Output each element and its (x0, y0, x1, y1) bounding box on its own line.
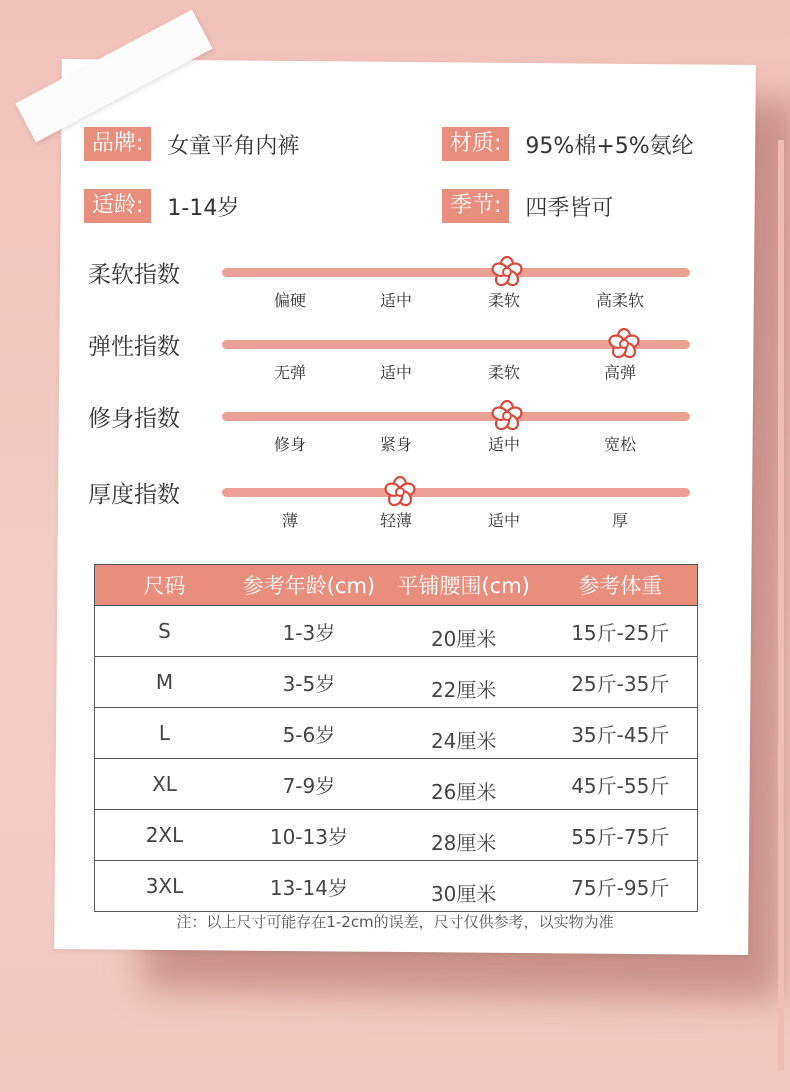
table-row (95, 606, 698, 657)
cell-age: 13-14岁 (234, 861, 384, 912)
index-tick-label: 适中 (487, 435, 521, 454)
material-row (442, 127, 694, 161)
index-tick-label: 紧身 (379, 435, 413, 454)
header-size: 尺码 (95, 565, 235, 606)
index-slider (88, 256, 698, 326)
index-slider (88, 328, 698, 398)
index-title: 厚度指数 (88, 482, 180, 508)
disclaimer-note: 注：以上尺寸可能存在1-2cm的误差，尺寸仅供参考，以实物为准 (176, 913, 614, 931)
table-row (95, 759, 698, 810)
cell-waist: 24厘米 (384, 708, 544, 759)
cell-size: M (95, 657, 235, 708)
flower-icon (491, 256, 523, 288)
index-tick-label: 适中 (379, 363, 413, 382)
cell-weight: 55斤-75斤 (544, 810, 698, 861)
index-track (222, 268, 690, 277)
index-tick-label: 高弹 (603, 363, 637, 382)
index-tick-label: 适中 (487, 511, 521, 530)
cell-size: 2XL (95, 810, 235, 861)
index-tick-label: 薄 (281, 511, 299, 530)
index-tick-label: 柔软 (487, 363, 521, 382)
index-tick-label: 无弹 (273, 363, 307, 382)
index-track (222, 340, 690, 349)
flower-icon (608, 328, 640, 360)
index-title: 柔软指数 (88, 262, 180, 288)
cell-waist: 30厘米 (384, 861, 544, 912)
header-weight: 参考体重 (544, 565, 698, 606)
brand-row (84, 127, 299, 161)
cell-weight: 25斤-35斤 (544, 657, 698, 708)
index-title: 弹性指数 (88, 334, 180, 360)
cell-waist: 20厘米 (384, 606, 544, 657)
table-row (95, 657, 698, 708)
index-tick-label: 适中 (379, 291, 413, 310)
index-tick-label: 修身 (273, 435, 307, 454)
index-slider (88, 476, 698, 546)
cell-size: 3XL (95, 861, 235, 912)
table-row (95, 708, 698, 759)
cell-weight: 35斤-45斤 (544, 708, 698, 759)
age-row (84, 189, 239, 223)
cell-size: XL (95, 759, 235, 810)
header-age: 参考年龄(cm) (234, 565, 384, 606)
index-tick-label: 厚 (611, 511, 629, 530)
cell-weight: 45斤-55斤 (544, 759, 698, 810)
season-label: 季节: (442, 189, 509, 223)
table-row (95, 810, 698, 861)
material-value: 95%棉+5%氨纶 (525, 133, 694, 159)
material-label: 材质: (442, 127, 509, 161)
cell-age: 3-5岁 (234, 657, 384, 708)
index-tick-label: 偏硬 (273, 291, 307, 310)
table-row (95, 861, 698, 912)
cell-size: S (95, 606, 235, 657)
season-value: 四季皆可 (525, 195, 614, 221)
cell-waist: 22厘米 (384, 657, 544, 708)
cell-weight: 75斤-95斤 (544, 861, 698, 912)
index-tick-label: 柔软 (487, 291, 521, 310)
index-track (222, 412, 690, 421)
cell-age: 5-6岁 (234, 708, 384, 759)
season-row (442, 189, 613, 223)
cell-age: 10-13岁 (234, 810, 384, 861)
index-tick-label: 高柔软 (595, 291, 645, 310)
cell-age: 1-3岁 (234, 606, 384, 657)
index-tick-label: 宽松 (603, 435, 637, 454)
size-table (94, 564, 698, 912)
age-label: 适龄: (84, 189, 151, 223)
index-title: 修身指数 (88, 406, 180, 432)
header-waist: 平铺腰围(cm) (384, 565, 544, 606)
cell-size: L (95, 708, 235, 759)
index-tick-label: 轻薄 (379, 511, 413, 530)
age-value: 1-14岁 (167, 195, 240, 221)
cell-age: 7-9岁 (234, 759, 384, 810)
index-slider (88, 400, 698, 470)
table-header-row (95, 565, 698, 606)
flower-icon (491, 400, 523, 432)
cell-waist: 28厘米 (384, 810, 544, 861)
cell-weight: 15斤-25斤 (544, 606, 698, 657)
brand-label: 品牌: (84, 127, 151, 161)
cell-waist: 26厘米 (384, 759, 544, 810)
brand-value: 女童平角内裤 (167, 133, 300, 159)
index-track (222, 488, 690, 497)
flower-icon (384, 476, 416, 508)
